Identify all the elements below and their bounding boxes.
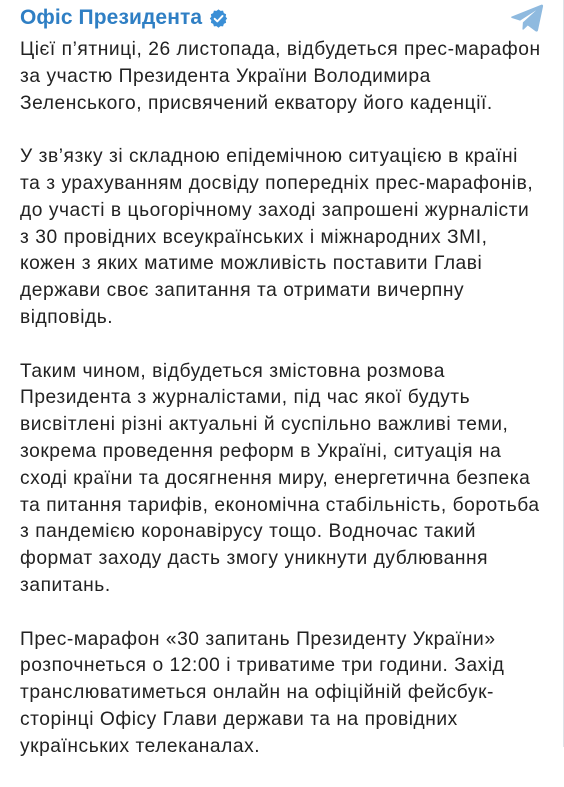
text-line: Президента з журналістами, під час якої будуть (20, 387, 471, 409)
telegram-logo-icon[interactable] (510, 3, 544, 33)
text-line: кожен з яких матиме можливість поставити Главі (20, 253, 483, 275)
verified-badge-icon (208, 8, 229, 29)
post-body (20, 37, 550, 787)
text-line: Прес-марафон «30 запитань Президенту України» (20, 628, 496, 650)
text-line: транслюватиметься онлайн на офіційній фейсбук- (20, 682, 494, 704)
text-line: формат заходу дасть змогу уникнути дублювання (20, 548, 489, 570)
verified-badge-shape (210, 9, 227, 27)
paragraph-3 (20, 359, 550, 600)
text-line: розпочнеться о 12:00 і триватиме три години. Захід (20, 655, 505, 677)
text-line: висвітлені різні актуальні й суспільно важливі теми, (20, 414, 509, 436)
text-line: Цієї п’ятниці, 26 листопада, відбудеться прес-марафон (20, 39, 541, 60)
text-line: запитань. (20, 574, 111, 596)
text-line: та з урахуванням досвіду попередніх прес-марафонів, (20, 172, 534, 194)
telegram-plane-shape (511, 5, 543, 32)
text-line: відповідь. (20, 306, 114, 328)
text-line: за участю Президента України Володимира (20, 65, 431, 87)
post-header (20, 5, 229, 31)
channel-name-link[interactable]: Офіс Президента (20, 6, 203, 29)
text-line: та питання тарифів, економічна стабільність, боротьба (20, 494, 540, 516)
text-line: з пандемією коронавірусу тощо. Водночас такий (20, 521, 476, 543)
text-line: українських телеканалах. (20, 735, 261, 757)
paragraph-2 (20, 144, 550, 332)
text-line: сторінці Офісу Глави держави та на провідних (20, 708, 458, 730)
text-line: Таким чином, відбудеться змістовна розмова (20, 360, 445, 382)
text-line: до участі в цьогорічному заході запрошені журналісти (20, 199, 530, 221)
text-line: Зеленського, присвячений екватору його каденції. (20, 92, 493, 114)
paragraph-4 (20, 627, 550, 761)
text-line: зокрема проведення реформ в Україні, ситуація на (20, 440, 502, 462)
text-line: держави своє запитання та отримати вичерпну (20, 280, 465, 302)
text-line: сході країни та досягнення миру, енергетична безпека (20, 467, 531, 489)
text-line: У зв’язку зі складною епідемічною ситуацією в країні (20, 146, 518, 168)
text-line: з 30 провідних всеукраїнських і міжнародних ЗМІ, (20, 226, 488, 248)
paragraph-1 (20, 37, 550, 117)
